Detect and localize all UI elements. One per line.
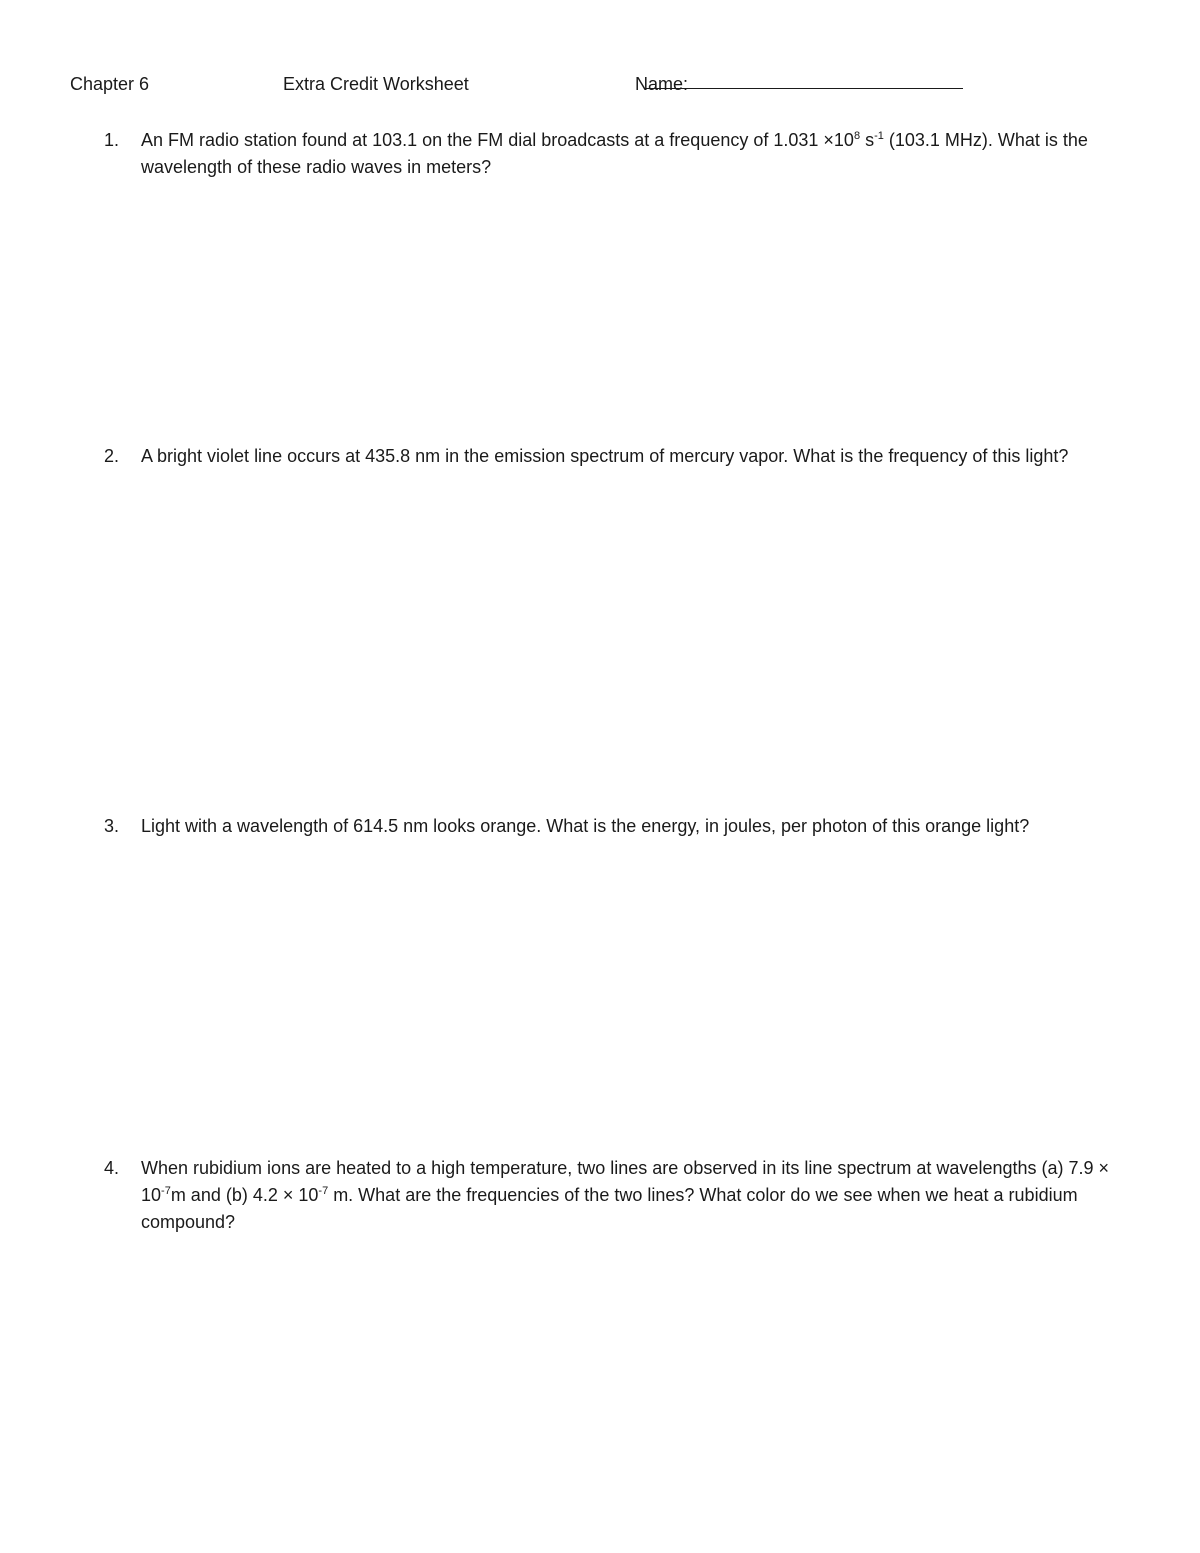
- question-2: [104, 443, 1134, 470]
- worksheet-header: [70, 74, 1140, 100]
- question-number: 3.: [104, 816, 120, 836]
- question-text: An FM radio station found at 103.1 on the FM dial broadcasts at a frequency of $1.031 \times 10^8$ $s^{-1}$ (103.1 MHz). What is the wavelength of these radio waves in meters?: [141, 130, 1088, 177]
- worksheet-title: Extra Credit Worksheet: [283, 74, 469, 94]
- name-label: Name:: [635, 74, 689, 94]
- question-4: [104, 1155, 1134, 1236]
- question-text: When rubidium ions are heated to a high temperature, two lines are observed in its line spectrum at wavelengths (a) $7.9 \times 10^{-7}m$ and (b) $4.2 \times 10^{-7}$ m. What are the frequencies of the two lines? What color do we see when we heat a rubidium compound?: [141, 1158, 1110, 1232]
- question-number: 2.: [104, 446, 120, 466]
- question-number: 1.: [104, 130, 120, 150]
- question-1: [104, 127, 1134, 181]
- chapter-label: Chapter 6: [70, 74, 150, 94]
- question-text: Light with a wavelength of 614.5 nm looks orange. What is the energy, in joules, per photon of this orange light?: [141, 816, 1030, 836]
- name-blank-line[interactable]: [645, 74, 963, 89]
- question-3: [104, 813, 1134, 840]
- question-number: 4.: [104, 1158, 120, 1178]
- question-text: A bright violet line occurs at 435.8 nm in the emission spectrum of mercury vapor. What is the frequency of this light?: [141, 446, 1069, 466]
